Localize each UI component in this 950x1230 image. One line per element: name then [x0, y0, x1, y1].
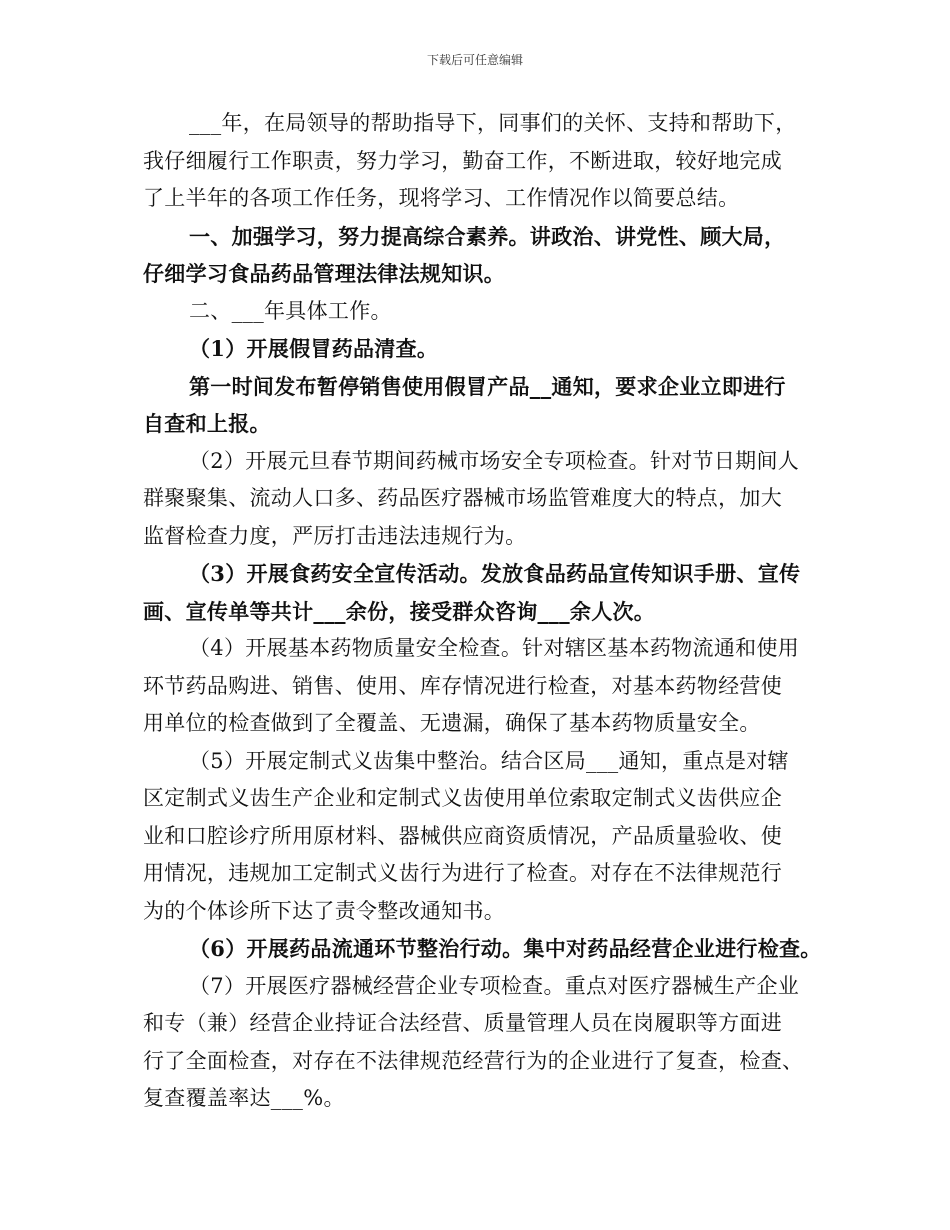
text-line: 为的个体诊所下达了责令整改通知书。	[143, 898, 506, 923]
text-line: 和专（兼）经营企业持证合法经营、质量管理人员在岗履职等方面进	[143, 1011, 782, 1035]
document-body	[143, 105, 823, 1118]
text-line: （3）开展食药安全宣传活动。发放食品药品宣传知识手册、宣传	[189, 561, 801, 586]
text-line: 区定制式义齿生产企业和定制式义齿使用单位索取定制式义齿供应企	[143, 786, 782, 810]
text-line: 行了全面检查，对存在不法律规范经营行为的企业进行了复查，检查、	[143, 1048, 804, 1073]
text-line: 仔细学习食品药品管理法律法规知识。	[143, 261, 506, 286]
text-line: 自查和上报。	[143, 411, 271, 436]
text-line: （5）开展定制式义齿集中整治。结合区局___通知，重点是对辖	[189, 748, 789, 773]
text-line: 画、宣传单等共计___余份，接受群众咨询___余人次。	[143, 598, 656, 624]
text-line: 二、___年具体工作。	[189, 298, 392, 323]
text-line: 我仔细履行工作职责，努力学习，勤奋工作，不断进取，较好地完成	[143, 148, 782, 173]
text-line: （6）开展药品流通环节整治行动。集中对药品经营企业进行检查。	[189, 936, 822, 961]
text-line: 群聚聚集、流动人口多、药品医疗器械市场监管难度大的特点，加大	[143, 486, 782, 510]
page-header: 下载后可任意编辑	[426, 53, 523, 67]
text-line: ___年，在局领导的帮助指导下，同事们的关怀、支持和帮助下，	[189, 111, 797, 135]
text-line: 第一时间发布暂停销售使用假冒产品__通知，要求企业立即进行	[189, 373, 786, 399]
text-line: （1）开展假冒药品清查。	[189, 336, 439, 361]
text-line: 了上半年的各项工作任务，现将学习、工作情况作以简要总结。	[143, 186, 740, 210]
text-line: 环节药品购进、销售、使用、库存情况进行检查，对基本药物经营使	[143, 673, 782, 698]
text-line: 用单位的检查做到了全覆盖、无遗漏，确保了基本药物质量安全。	[143, 711, 761, 735]
text-line: 用情况，违规加工定制式义齿行为进行了检查。对存在不法律规范行	[143, 861, 782, 885]
text-line: 复查覆盖率达___%。	[143, 1086, 345, 1110]
text-line: 监督检查力度，严厉打击违法违规行为。	[143, 523, 527, 548]
text-line: （7）开展医疗器械经营企业专项检查。重点对医疗器械生产企业	[189, 973, 800, 998]
text-line: （4）开展基本药物质量安全检查。针对辖区基本药物流通和使用	[189, 636, 800, 660]
text-line: （2）开展元旦春节期间药械市场安全专项检查。针对节日期间人	[189, 448, 800, 473]
text-line: 一、加强学习，努力提高综合素养。讲政治、讲党性、顾大局，	[189, 223, 786, 249]
text-line: 业和口腔诊疗所用原材料、器械供应商资质情况，产品质量验收、使	[143, 823, 782, 848]
